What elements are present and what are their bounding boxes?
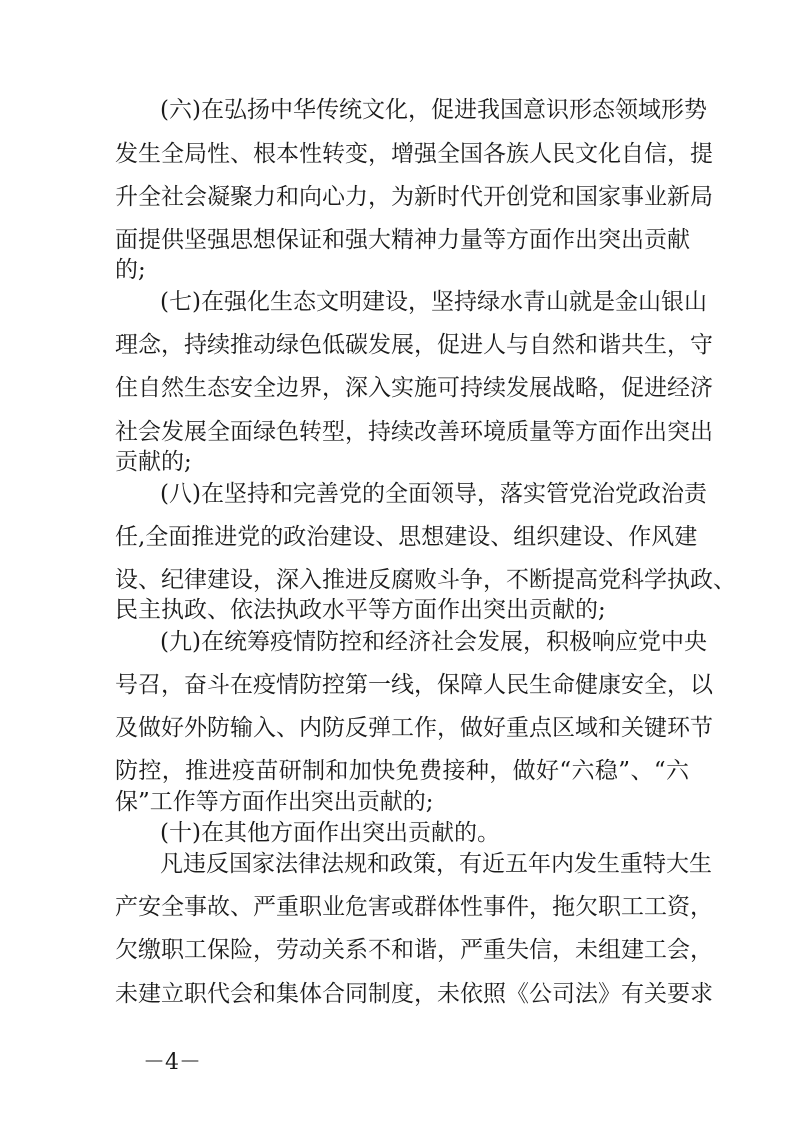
paragraph-9-line-2: 号召，奋斗在疫情防控第一线，保障人民生命健康安全，以 xyxy=(115,672,713,698)
paragraph-9-line-5: 保”工作等方面作出突出贡献的; xyxy=(115,789,434,815)
closing-paragraph-line-4: 未建立职代会和集体合同制度，未依照《公司法》有关要求 xyxy=(115,981,713,1007)
paragraph-7-line-4: 社会发展全面绿色转型，持续改善环境质量等方面作出突出 xyxy=(115,419,713,445)
paragraph-8-line-4: 民主执政、依法执政水平等方面作出突出贡献的; xyxy=(115,597,606,623)
closing-paragraph-line-3: 欠缴职工保险，劳动关系不和谐，严重失信，未组建工会， xyxy=(115,937,713,963)
paragraph-7-line-5: 贡献的; xyxy=(115,449,192,475)
paragraph-7-line-3: 住自然生态安全边界，深入实施可持续发展战略，促进经济 xyxy=(115,375,713,401)
paragraph-6-line-5: 的; xyxy=(115,257,146,283)
paragraph-8-line-1: (八)在坚持和完善党的全面领导，落实管党治党政治责 xyxy=(160,481,707,507)
paragraph-10-line-1: (十)在其他方面作出突出贡献的。 xyxy=(160,820,500,846)
paragraph-6-line-2: 发生全局性、根本性转变，增强全国各族人民文化自信，提 xyxy=(115,141,713,167)
paragraph-9-line-1: (九)在统筹疫情防控和经济社会发展，积极响应党中央 xyxy=(160,629,707,655)
closing-paragraph-line-1: 凡违反国家法律法规和政策，有近五年内发生重特大生 xyxy=(160,851,712,877)
paragraph-7-line-1: (七)在强化生态文明建设，坚持绿水青山就是金山银山 xyxy=(160,289,707,315)
paragraph-6-line-1: (六)在弘扬中华传统文化，促进我国意识形态领域形势 xyxy=(160,97,707,123)
page-number: －4－ xyxy=(143,1050,201,1075)
closing-paragraph-line-2: 产安全事故、严重职业危害或群体性事件，拖欠职工工资， xyxy=(115,894,713,920)
paragraph-8-line-2: 任,全面推进党的政治建设、思想建设、组织建设、作风建 xyxy=(115,524,698,550)
paragraph-6-line-4: 面提供坚强思想保证和强大精神力量等方面作出突出贡献 xyxy=(115,227,690,253)
paragraph-7-line-2: 理念，持续推动绿色低碳发展，促进人与自然和谐共生，守 xyxy=(115,332,713,358)
paragraph-9-line-4: 防控，推进疫苗研制和加快免费接种，做好“六稳”、“六 xyxy=(115,758,689,784)
paragraph-6-line-3: 升全社会凝聚力和向心力，为新时代开创党和国家事业新局 xyxy=(115,184,713,210)
paragraph-9-line-3: 及做好外防输入、内防反弹工作，做好重点区域和关键环节 xyxy=(115,715,713,741)
paragraph-8-line-3: 设、纪律建设，深入推进反腐败斗争，不断提高党科学执政、 xyxy=(115,567,736,593)
